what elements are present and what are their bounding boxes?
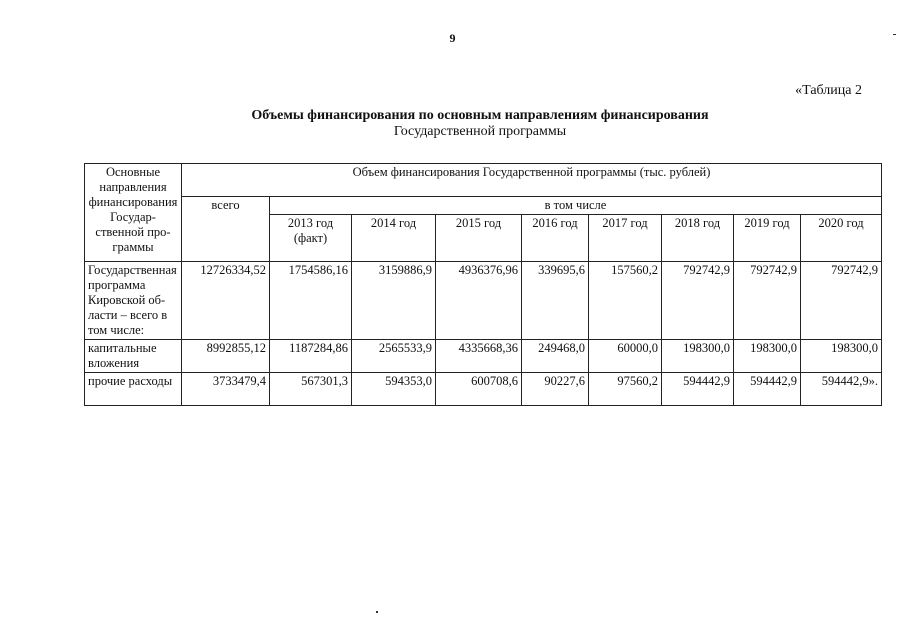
header-including: в том числе xyxy=(270,197,882,215)
header-total: всего xyxy=(182,197,270,262)
row-value: 198300,0 xyxy=(801,340,882,373)
row-value: 3159886,9 xyxy=(352,262,436,340)
row-total: 3733479,4 xyxy=(182,373,270,406)
header-row-2 xyxy=(85,197,882,215)
row-value: 1187284,86 xyxy=(270,340,352,373)
table-row xyxy=(85,262,882,340)
page-number: 9 xyxy=(449,31,456,45)
document-title xyxy=(0,108,905,140)
row-value: 90227,6 xyxy=(522,373,589,406)
row-value: 792742,9 xyxy=(734,262,801,340)
row-value: 594442,9 xyxy=(734,373,801,406)
row-name: Государственная программа Кировской области – всего в том числе: xyxy=(85,262,182,340)
row-value: 198300,0 xyxy=(734,340,801,373)
row-value: 4335668,36 xyxy=(436,340,522,373)
title-line-2: Государственной программы xyxy=(393,124,567,139)
row-value: 339695,6 xyxy=(522,262,589,340)
row-value: 567301,3 xyxy=(270,373,352,406)
scan-speck xyxy=(893,34,896,35)
row-total: 8992855,12 xyxy=(182,340,270,373)
row-name: капитальные вложения xyxy=(85,340,182,373)
header-year: 2016 год xyxy=(522,215,589,262)
row-value: 600708,6 xyxy=(436,373,522,406)
row-value: 594442,9 xyxy=(662,373,734,406)
scan-speck xyxy=(376,611,378,613)
header-volume: Объем финансирования Государственной программы (тыс. рублей) xyxy=(182,164,882,197)
row-value: 157560,2 xyxy=(589,262,662,340)
header-main-directions: Основные направления финансирования Государственной программы xyxy=(85,164,182,262)
table-row xyxy=(85,340,882,373)
row-value: 4936376,96 xyxy=(436,262,522,340)
header-row-1 xyxy=(85,164,882,197)
row-value: 2565533,9 xyxy=(352,340,436,373)
title-line-1: Объемы финансирования по основным направлениям финансирования xyxy=(251,108,709,123)
header-year: 2018 год xyxy=(662,215,734,262)
header-year: 2015 год xyxy=(436,215,522,262)
row-value: 792742,9 xyxy=(801,262,882,340)
header-year: 2017 год xyxy=(589,215,662,262)
row-name: прочие расходы xyxy=(85,373,182,406)
row-total: 12726334,52 xyxy=(182,262,270,340)
row-value: 97560,2 xyxy=(589,373,662,406)
table-row xyxy=(85,373,882,406)
header-year: 2020 год xyxy=(801,215,882,262)
financing-table xyxy=(84,163,882,406)
row-value: 249468,0 xyxy=(522,340,589,373)
row-value: 594442,9». xyxy=(801,373,882,406)
row-value: 1754586,16 xyxy=(270,262,352,340)
header-year: 2013 год (факт) xyxy=(270,215,352,262)
row-value: 594353,0 xyxy=(352,373,436,406)
header-year: 2019 год xyxy=(734,215,801,262)
row-value: 792742,9 xyxy=(662,262,734,340)
row-value: 198300,0 xyxy=(662,340,734,373)
table-label: «Таблица 2 xyxy=(795,83,862,98)
header-year: 2014 год xyxy=(352,215,436,262)
row-value: 60000,0 xyxy=(589,340,662,373)
